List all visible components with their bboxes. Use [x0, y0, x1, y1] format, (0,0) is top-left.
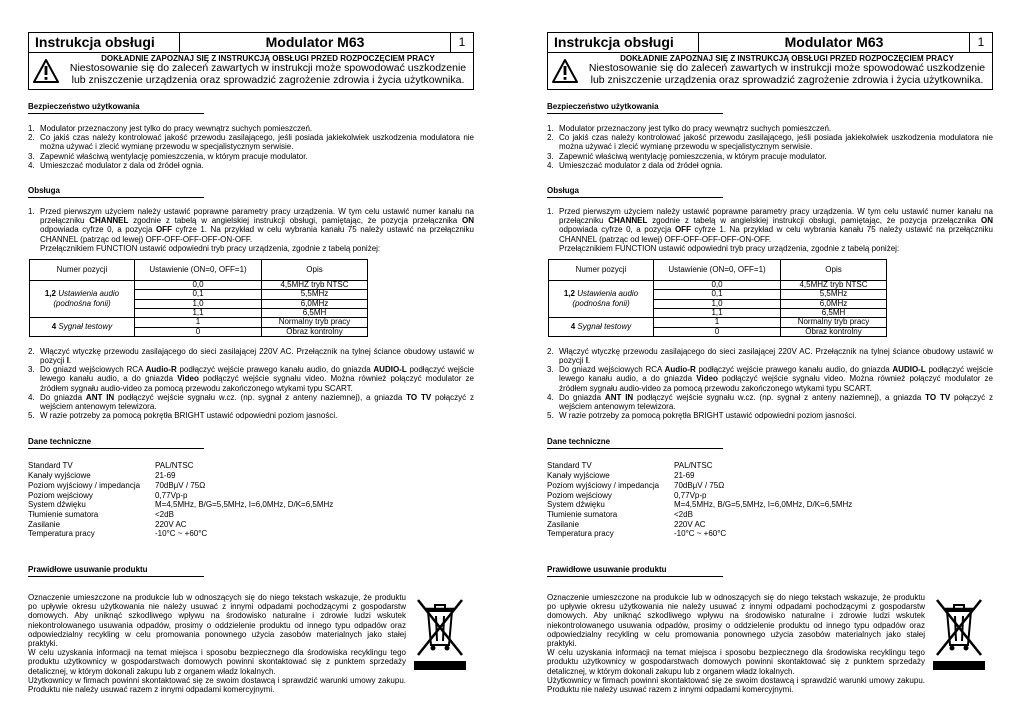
table-cell: Obraz kontrolny [781, 327, 887, 336]
list-item: 4. Umieszczać modulator z dala od źródeł ognia. [547, 160, 723, 170]
table-header: Ustawienie (ON=0, OFF=1) [654, 260, 781, 281]
table-cell: Normalny tryb pracy [262, 318, 368, 327]
list-item: 4. Umieszczać modulator z dala od źródeł ognia. [28, 160, 204, 170]
spec-row: Poziom wyjściowy / impedancja 70dBμV / 75Ω [28, 480, 206, 490]
spec-row: Temperatura pracy -10°C ~ +60°C [28, 529, 208, 539]
list-item: 3. Zapewnić właściwą wentylację pomieszczenia, w którym pracuje modulator. [28, 151, 308, 161]
function-table [548, 259, 887, 337]
spec-row: Zasilanie 220V AC [28, 519, 187, 529]
table-cell: 0,1 [135, 290, 262, 299]
list-item: 5. W razie potrzeby za pomocą pokrętła BRIGHT ustawić odpowiedni poziom jasności. [547, 411, 857, 421]
table-cell: 1,1 [654, 308, 781, 317]
list-item: 4. Do gniazda ANT IN podłączyć wejście sygnału w.cz. (np. sygnał z anteny naziemnej), a gniazda TO TV połączyć z wejściem antenowym telewizora. [547, 392, 993, 412]
weee-bar [414, 661, 466, 670]
list-item: 2. Włączyć wtyczkę przewodu zasilającego do sieci zasilającej 220V AC. Przełącznik na tylnej ściance obudowy ustawić w pozycji I. [547, 346, 993, 366]
disposal-paragraph: Użytkownicy w firmach powinni skontaktować się ze swoim dostawcą i sprawdzić warunki umowy zakupu. Produktu nie należy usuwać razem z innymi odpadami komercyjnymi. [28, 675, 406, 695]
operation-steps [547, 347, 993, 421]
operation-intro [547, 207, 993, 253]
table-cell: 1,0 [654, 299, 781, 308]
warning-line-1: DOKŁADNIE ZAPOZNAJ SIĘ Z INSTRUKCJĄ OBSŁUGI PRZED ROZPOCZĘCIEM PRACY [620, 54, 954, 63]
operation-heading: Obsługa [547, 186, 723, 198]
list-item: 2. Włączyć wtyczkę przewodu zasilającego do sieci zasilającej 220V AC. Przełącznik na tylnej ściance obudowy ustawić w pozycji I. [28, 346, 474, 366]
crossed-out-bin-icon [934, 597, 984, 659]
warning-line-3: lub zniszczenie urządzenia oraz sprowadzić zagrożenie zdrowia i życia użytkownika. [590, 73, 984, 86]
table-cell: 0 [135, 327, 262, 336]
disposal-heading: Prawidłowe usuwanie produktu [28, 565, 204, 577]
spec-row: Tłumienie sumatora <2dB [547, 509, 693, 519]
spec-row: Standard TV PAL/NTSC [28, 461, 194, 471]
spec-row: Poziom wejściowy 0,77Vp-p [28, 490, 188, 500]
header-title: Instrukcja obsługi [548, 33, 699, 52]
spec-row: System dźwięku M=4,5MHz, B/G=5,5MHz, I=6,0MHz, D/K=6,5MHz [547, 500, 853, 510]
spec-row: Kanały wyjściowe 21-69 [547, 471, 695, 481]
list-item: 3. Do gniazd wejściowych RCA Audio-R podłączyć wejście prawego kanału audio, do gniazda AUDIO-L podłączyć wejście lewego kanału audio, a do gniazda Video podłączyć wejście sygnału video. Można również połączyć modulator ze źródłem sygnału audio-video za pomocą przewodu zakończonego wtykami typu SCART. [547, 365, 993, 393]
table-group-test: 4 Sygnał testowy [30, 318, 135, 337]
header-page-number: 1 [977, 35, 985, 49]
header-model: Modulator M63 [180, 33, 451, 52]
function-table [29, 259, 368, 337]
table-cell: 5,5MHz [781, 290, 887, 299]
table-cell: 0,0 [135, 281, 262, 290]
spec-row: System dźwięku M=4,5MHz, B/G=5,5MHz, I=6,0MHz, D/K=6,5MHz [28, 500, 334, 510]
spec-row: Kanały wyjściowe 21-69 [28, 471, 176, 481]
specs-heading: Dane techniczne [28, 437, 204, 449]
list-item: 2. Co jakiś czas należy kontrolować jakość przewodu zasilającego, jeśli posiada jakiekolwiek uszkodzenia modulatora nie można używać i zlecić wymianę przewodu w specjalistycznym serwisie. [28, 133, 474, 152]
disposal-section [28, 593, 474, 694]
table-cell: 6,5MH [781, 308, 887, 317]
list-item: 1. Przed pierwszym użyciem należy ustawić poprawne parametry pracy urządzenia. W tym celu ustawić numer kanału na przełączniku CHANNEL zgodnie z tabelą w angielskiej instrukcji obsługi, pamiętając, że pozycja przełącznika ON odpowiada cyfrze 0, a pozycja OFF cyfrze 1. Na przykład w celu wybrania kanału 75 należy ustawić na przełączniku CHANNEL (patrząc od lewej) OFF-OFF-OFF-OFF-ON-OFF. Przełącznikiem FUNCTION ustawić odpowiedni tryb pracy urządzenia, zgodnie z tabelą poniżej: [547, 207, 994, 253]
header-page-number: 1 [458, 35, 466, 49]
warning-line-2: Niestosowanie się do zaleceń zawartych w instrukcji może spowodować uszkodzenie [588, 62, 986, 74]
crossed-out-bin-icon [415, 597, 465, 659]
safety-list [28, 124, 474, 170]
spec-row: Poziom wejściowy 0,77Vp-p [547, 490, 707, 500]
safety-list [547, 124, 993, 170]
list-item: 3. Zapewnić właściwą wentylację pomieszczenia, w którym pracuje modulator. [547, 151, 827, 161]
table-header: Numer pozycji [549, 260, 654, 281]
list-item: 2. Co jakiś czas należy kontrolować jakość przewodu zasilającego, jeśli posiada jakiekolwiek uszkodzenia modulatora nie można używać i zlecić wymianę przewodu w specjalistycznym serwisie. [547, 133, 993, 152]
table-cell: 1 [135, 318, 262, 327]
list-item: 1. Modulator przeznaczony jest tylko do pracy wewnątrz suchych pomieszczeń. [28, 124, 313, 133]
specs-list [28, 461, 474, 539]
disposal-heading: Prawidłowe usuwanie produktu [547, 565, 723, 577]
spec-row: Poziom wyjściowy / impedancja 70dBμV / 75Ω [547, 480, 725, 490]
operation-intro [28, 207, 474, 253]
spec-row: Zasilanie 220V AC [547, 519, 706, 529]
table-group-test: 4 Sygnał testowy [549, 318, 654, 337]
disposal-paragraph: Oznaczenie umieszczone na produkcie lub w odnoszących się do niego tekstach wskazuje, że produktu po upływie okresu użytkowania nie należy usuwać z innymi odpadami pochodzącymi z gospodarstw domowych. Aby uniknąć szkodliwego wpływu na środowisko naturalne i zdrowie ludzi wskutek niekontrolowanego usuwania odpadów, prosimy o oddzielenie produktu od innego typu odpadów oraz odpowiedzialny recykling w celu promowania ponownego użycia zasobów materialnych jako stałej praktyki. [547, 593, 925, 649]
header-title: Instrukcja obsługi [29, 33, 180, 52]
disposal-paragraph: W celu uzyskania informacji na temat miejsca i sposobu bezpiecznego dla środowiska recyklingu tego produktu użytkownicy w gospodarstwach domowych powinni skontaktować się z punktem sprzedaży detalicznej, w którym dokonali zakupu lub z organem władz lokalnych. [547, 648, 925, 676]
warning-line-2: Niestosowanie się do zaleceń zawartych w instrukcji może spowodować uszkodzenie [69, 62, 467, 74]
spec-row: Standard TV PAL/NTSC [547, 461, 713, 471]
disposal-paragraph: Oznaczenie umieszczone na produkcie lub w odnoszących się do niego tekstach wskazuje, że produktu po upływie okresu użytkowania nie należy usuwać z innymi odpadami pochodzącymi z gospodarstw domowych. Aby uniknąć szkodliwego wpływu na środowisko naturalne i zdrowie ludzi wskutek niekontrolowanego usuwania odpadów, prosimy o oddzielenie produktu od innego typu odpadów oraz odpowiedzialny recykling w celu promowania ponownego użycia zasobów materialnych jako stałej praktyki. [28, 593, 406, 649]
table-cell: 4,5MHZ tryb NTSC [781, 281, 887, 290]
header-bar [547, 32, 993, 53]
disposal-paragraph: W celu uzyskania informacji na temat miejsca i sposobu bezpiecznego dla środowiska recyklingu tego produktu użytkownicy w gospodarstwach domowych powinni skontaktować się z punktem sprzedaży detalicznej, w którym dokonali zakupu lub z organem władz lokalnych. [28, 648, 406, 676]
specs-heading: Dane techniczne [547, 437, 723, 449]
disposal-paragraph: Użytkownicy w firmach powinni skontaktować się ze swoim dostawcą i sprawdzić warunki umowy zakupu. Produktu nie należy usuwać razem z innymi odpadami komercyjnymi. [547, 675, 925, 695]
table-header: Opis [262, 260, 368, 281]
table-cell: Normalny tryb pracy [781, 318, 887, 327]
safety-heading: Bezpieczeństwo użytkowania [547, 102, 723, 114]
table-cell: Obraz kontrolny [262, 327, 368, 336]
list-item: 1. Modulator przeznaczony jest tylko do pracy wewnątrz suchych pomieszczeń. [547, 124, 832, 133]
table-cell: 0,1 [654, 290, 781, 299]
list-item: 1. Przed pierwszym użyciem należy ustawić poprawne parametry pracy urządzenia. W tym celu ustawić numer kanału na przełączniku CHANNEL zgodnie z tabelą w angielskiej instrukcji obsługi, pamiętając, że pozycja przełącznika ON odpowiada cyfrze 0, a pozycja OFF cyfrze 1. Na przykład w celu wybrania kanału 75 należy ustawić na przełączniku CHANNEL (patrząc od lewej) OFF-OFF-OFF-OFF-ON-OFF. Przełącznikiem FUNCTION ustawić odpowiedni tryb pracy urządzenia, zgodnie z tabelą poniżej: [28, 207, 475, 253]
list-item: 5. W razie potrzeby za pomocą pokrętła BRIGHT ustawić odpowiedni poziom jasności. [28, 411, 338, 421]
warning-line-1: DOKŁADNIE ZAPOZNAJ SIĘ Z INSTRUKCJĄ OBSŁUGI PRZED ROZPOCZĘCIEM PRACY [101, 54, 435, 63]
table-cell: 4,5MHZ tryb NTSC [262, 281, 368, 290]
table-cell: 0,0 [654, 281, 781, 290]
spec-row: Temperatura pracy -10°C ~ +60°C [547, 529, 727, 539]
table-cell: 1 [654, 318, 781, 327]
warning-triangle-icon [29, 53, 63, 89]
list-item: 4. Do gniazda ANT IN podłączyć wejście sygnału w.cz. (np. sygnał z anteny naziemnej), a gniazda TO TV połączyć z wejściem antenowym telewizora. [28, 392, 474, 412]
operation-steps [28, 347, 474, 421]
table-group-audio: 1,2 Ustawienia audio (podnośna fonii) [549, 281, 654, 318]
table-cell: 6,0MHz [262, 299, 368, 308]
safety-heading: Bezpieczeństwo użytkowania [28, 102, 204, 114]
spec-row: Tłumienie sumatora <2dB [28, 509, 174, 519]
weee-bar [933, 661, 985, 670]
operation-heading: Obsługa [28, 186, 204, 198]
disposal-section [547, 593, 993, 694]
warning-triangle-icon [548, 53, 582, 89]
table-header: Ustawienie (ON=0, OFF=1) [135, 260, 262, 281]
table-group-audio: 1,2 Ustawienia audio (podnośna fonii) [30, 281, 135, 318]
table-cell: 0 [654, 327, 781, 336]
table-header: Opis [781, 260, 887, 281]
list-item: 3. Do gniazd wejściowych RCA Audio-R podłączyć wejście prawego kanału audio, do gniazda AUDIO-L podłączyć wejście lewego kanału audio, a do gniazda Video podłączyć wejście sygnału video. Można również połączyć modulator ze źródłem sygnału audio-video za pomocą przewodu zakończonego wtykami typu SCART. [28, 365, 474, 393]
warning-box [28, 53, 474, 90]
table-cell: 6,0MHz [781, 299, 887, 308]
header-model: Modulator M63 [699, 33, 970, 52]
table-cell: 1,1 [135, 308, 262, 317]
table-cell: 5,5MHz [262, 290, 368, 299]
warning-box [547, 53, 993, 90]
specs-list [547, 461, 993, 539]
table-header: Numer pozycji [30, 260, 135, 281]
manual-page-right [547, 32, 993, 694]
table-cell: 1,0 [135, 299, 262, 308]
table-cell: 6,5MH [262, 308, 368, 317]
manual-page-left [28, 32, 474, 694]
header-bar [28, 32, 474, 53]
warning-line-3: lub zniszczenie urządzenia oraz sprowadzić zagrożenie zdrowia i życia użytkownika. [71, 73, 465, 86]
